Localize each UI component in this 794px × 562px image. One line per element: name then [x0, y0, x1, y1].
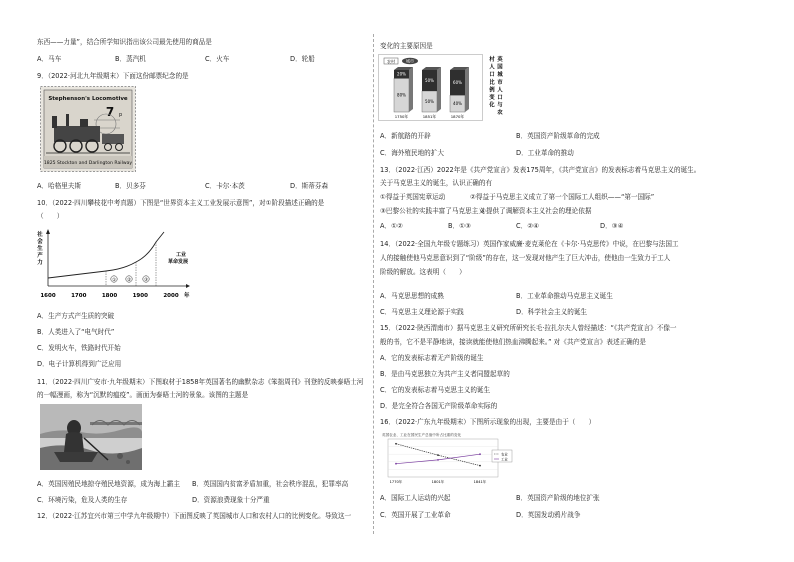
q10-ylabel-char: 社	[37, 232, 43, 238]
svg-text:革命发展	[168, 258, 188, 265]
q14-option-b: B．工业革命推动马克思主义诞生	[516, 292, 613, 300]
q10-ylabel-char: 产	[37, 253, 43, 259]
q16-x-tick: 1841年	[473, 480, 487, 484]
q12-side-char: 口	[489, 72, 495, 79]
q12-side-char: 村	[489, 57, 495, 63]
q10-option-a: A．生产方式产生质的突破	[37, 312, 115, 320]
q10-option-c: C．发明火车，铁路时代开始	[37, 344, 121, 352]
q13-stem-line2: 关于马克思主义的诞生，认识正确的有	[380, 179, 493, 187]
q16-legend-agri: 农业	[501, 452, 508, 457]
intro-line: 东西——力量”，结合所学知识指出该公司最先使用的商品是	[37, 38, 212, 46]
stamp-title: Stephenson's Locomotive	[48, 96, 128, 102]
q12-legend-rural: 农村	[387, 59, 395, 64]
q12-side-char: 人	[497, 87, 503, 94]
q12-category: 1750年	[394, 114, 409, 119]
q12-bars	[394, 67, 469, 119]
q15-option-b: B．是由马克思独立为共产主义者同盟起草的	[380, 370, 510, 378]
q12-urban-pct: 20%	[397, 71, 406, 77]
q10-ylabel-char: 力	[37, 260, 43, 266]
q12-category: 1870年	[450, 114, 465, 119]
q12-side-label	[488, 55, 503, 116]
stamp-value-unit: p	[119, 112, 123, 118]
q16-point	[395, 463, 397, 465]
q13-option-a: A．①②	[380, 222, 403, 230]
q10-option-d: D．电子计算机得到广泛应用	[37, 360, 122, 368]
q16-legend-ind: 工业	[501, 457, 508, 462]
stamp-value: 7	[105, 105, 115, 119]
q9-option-c: C．卡尔·本茨	[205, 182, 245, 190]
q12-side-char: 比	[489, 79, 495, 86]
q12-legend-urban: 城市	[406, 58, 414, 64]
q12-side-char: 城	[497, 72, 503, 79]
q12-category: 1851年	[422, 114, 437, 119]
q10-stage-2: ②	[126, 278, 132, 283]
q11-stem-line1: 11．（2022·四川广安市·九年级期末）下图取材于1858年英国著名的幽默杂志《笨拙周刊》刊登的反映泰晤士河	[37, 378, 364, 386]
q13-option-d: D．③④	[600, 222, 624, 230]
q16-option-c: C．英国开展了工业革命	[380, 511, 451, 519]
q12-side-char: 例	[489, 87, 495, 94]
q12-bar-side	[465, 67, 469, 112]
q10-paren: （ ）	[37, 212, 64, 220]
q16-x-ticks	[390, 479, 487, 484]
q16-option-d: D．英国发动鸦片战争	[516, 511, 581, 519]
q10-stage-3: ③	[143, 278, 149, 283]
q12-side-char: 变	[489, 95, 495, 101]
q12-option-c: C．海外殖民地的扩大	[380, 149, 444, 157]
q14-stem-line2: 人的接触使他马克思意识到了“阶级”的存在，这一发现对他产生了巨大冲击，使他由一生致力于工人	[380, 254, 671, 262]
q10-option-b: B．人类进入了“电气时代”	[37, 328, 115, 336]
q12-side-char: 化	[489, 102, 495, 109]
q9-option-b: B．贝多芬	[115, 182, 146, 190]
q12-bar-side	[437, 67, 441, 112]
q12-option-a: A．新航路的开辟	[380, 132, 431, 140]
q9-option-a: A．哈格里夫斯	[37, 182, 82, 190]
q12-rural-pct: 40%	[453, 101, 462, 107]
q15-stem-line2: 般的书，它不是平静地读，接读就能使他们热血沸腾起来。” 对《共产党宣言》表述正确的是	[380, 338, 646, 346]
q8-option-b: B．蒸汽机	[115, 55, 146, 63]
q13-item-2: ②得益于马克思主义成立了第一个国际工人组织——“第一国际”	[470, 193, 655, 201]
q12-side-char: 人	[489, 64, 495, 71]
q13-item-1: ①得益于英国宪章运动	[380, 193, 446, 201]
q12-side-char: 国	[497, 64, 503, 71]
q16-x-tick: 1801年	[431, 480, 445, 484]
q13-option-b: B．①③	[448, 222, 471, 230]
q9-option-d: D．斯蒂芬森	[290, 182, 329, 190]
q16-point	[437, 454, 439, 456]
q12-option-b: B．英国资产阶级革命的完成	[516, 132, 600, 140]
q15-option-c: C．它的发表标志着马克思主义的诞生	[380, 386, 491, 394]
q10-series-label-1: 工业	[176, 252, 187, 258]
q8-option-d: D．轮船	[290, 55, 315, 63]
stamp-caption: 1825 Stockton and Darlington Railway	[43, 161, 133, 166]
q15-option-a: A．它的发表标志着无产阶级的诞生	[380, 354, 484, 362]
q10-x-tick: 1600	[40, 293, 56, 299]
q12-side-char: 市	[497, 79, 503, 86]
q10-x-unit: 年	[184, 293, 190, 299]
q15-stem-line1: 15．（2022·陕西渭南市）据马克思主义研究所研究长毛·拉扎尔夫人曾经描述：“《共产党宣言》不像一	[380, 324, 677, 332]
q16-stem: 16．（2022·广东九年级期末）下图所示现象的出现，主要是由于（ ）	[380, 418, 596, 426]
q10-series-label-2: 革命	[168, 259, 179, 265]
q14-option-c: C．马克思主义理论源于实践	[380, 308, 464, 316]
q12-stem: 12．（2022·江苏宜兴市第三中学九年级期中）下面图反映了英国城市人口和农村人口的比例变化。导致这一	[37, 512, 352, 520]
q11-option-d: D．资源浪费现象十分严重	[192, 496, 270, 504]
q12-side-char: 英	[497, 57, 503, 63]
q16-point	[437, 459, 439, 461]
q10-x-tick: 2000	[163, 293, 179, 299]
q12-bar-side	[409, 67, 413, 112]
column-divider	[373, 34, 374, 534]
q16-chart-title: 英国农业、工业在国民生产总值中所占比重的变化	[382, 433, 462, 437]
q11-stem-line2: 的一幅漫画，称为“沉默的瘟疫”。画面为泰晤士河的景象。该图的主题是	[37, 391, 249, 399]
q10-x-tick: 1700	[71, 293, 87, 299]
q14-option-a: A．马克思思想的成熟	[380, 292, 444, 300]
q11-option-c: C．环境污染，危及人类的生存	[37, 496, 128, 504]
q12-stem-continued: 变化的主要原因是	[380, 42, 433, 50]
q10-series-label-3: 发展	[178, 259, 189, 265]
q9-stem: 9．（2022·河北九年级期末）下面这份邮票纪念的是	[37, 72, 189, 80]
q9-stamp-image	[40, 86, 136, 172]
q10-x-tick: 1800	[101, 293, 118, 299]
q13-item-3: ③巴黎公社的实践丰富了马克思主义	[380, 207, 485, 215]
q10-y-axis-label	[36, 230, 43, 266]
q10-chart	[36, 226, 196, 304]
q16-x-tick: 1770年	[389, 480, 403, 484]
q14-stem-line3: 阶级的解放。这表明（ ）	[380, 268, 466, 276]
q10-x-tick: 1900	[132, 293, 148, 299]
q10-ylabel-char: 会	[37, 239, 43, 245]
q12-urban-pct: 50%	[425, 78, 434, 83]
q16-option-a: A．国际工人运动的兴起	[380, 494, 451, 502]
q14-option-d: D．科学社会主义的诞生	[516, 308, 588, 316]
q12-rural-pct: 80%	[397, 92, 406, 98]
q12-chart	[378, 54, 508, 124]
q11-cartoon-image	[40, 404, 142, 470]
q16-chart	[380, 430, 520, 486]
q8-option-a: A．马车	[37, 55, 62, 63]
q12-option-d: D．工业革命的推动	[516, 149, 574, 157]
q12-side-char: 口	[497, 95, 503, 101]
q11-option-a: A．英国因殖民地掠夺殖民地资源，成为海上霸主	[37, 480, 180, 488]
q10-stem: 10．（2022·四川攀枝花中考真题）下图是“世界资本主义工业发展示意图”，对①阶段描述正确的是	[37, 199, 325, 207]
q15-option-d: D．是完全符合各国无产阶级革命实际的	[380, 402, 498, 410]
q13-item-4: ④提供了调解资本主义社会的理论依据	[480, 207, 592, 215]
q12-rural-pct: 50%	[425, 99, 434, 104]
q14-stem-line1: 14．（2022·全国九年级专题练习）英国作家威廉·麦克莱伦在《卡尔·马克思传》中说，在巴黎与法国工	[380, 240, 679, 248]
q16-point	[479, 465, 481, 467]
q10-ylabel-char: 生	[37, 246, 43, 252]
q12-urban-pct: 60%	[453, 80, 462, 86]
q12-side-char: 农	[497, 110, 503, 117]
q16-point	[395, 443, 397, 445]
q12-side-char: 与	[497, 102, 503, 109]
q13-stem-line1: 13．（2022·江西）2022年是《共产党宣言》发表175周年，《共产党宣言》的发表标志着马克思主义的诞生。	[380, 166, 701, 174]
q16-option-b: B．英国资产阶级的地位扩张	[516, 494, 600, 502]
q8-option-c: C．火车	[205, 55, 230, 63]
q11-option-b: B．英国国内贫富矛盾加重，社会秩序混乱，犯罪率高	[192, 480, 349, 488]
q10-x-ticks	[40, 293, 178, 299]
q13-option-c: C．②④	[516, 222, 540, 230]
q16-point	[479, 453, 481, 455]
q10-stage-1: ①	[111, 278, 117, 283]
